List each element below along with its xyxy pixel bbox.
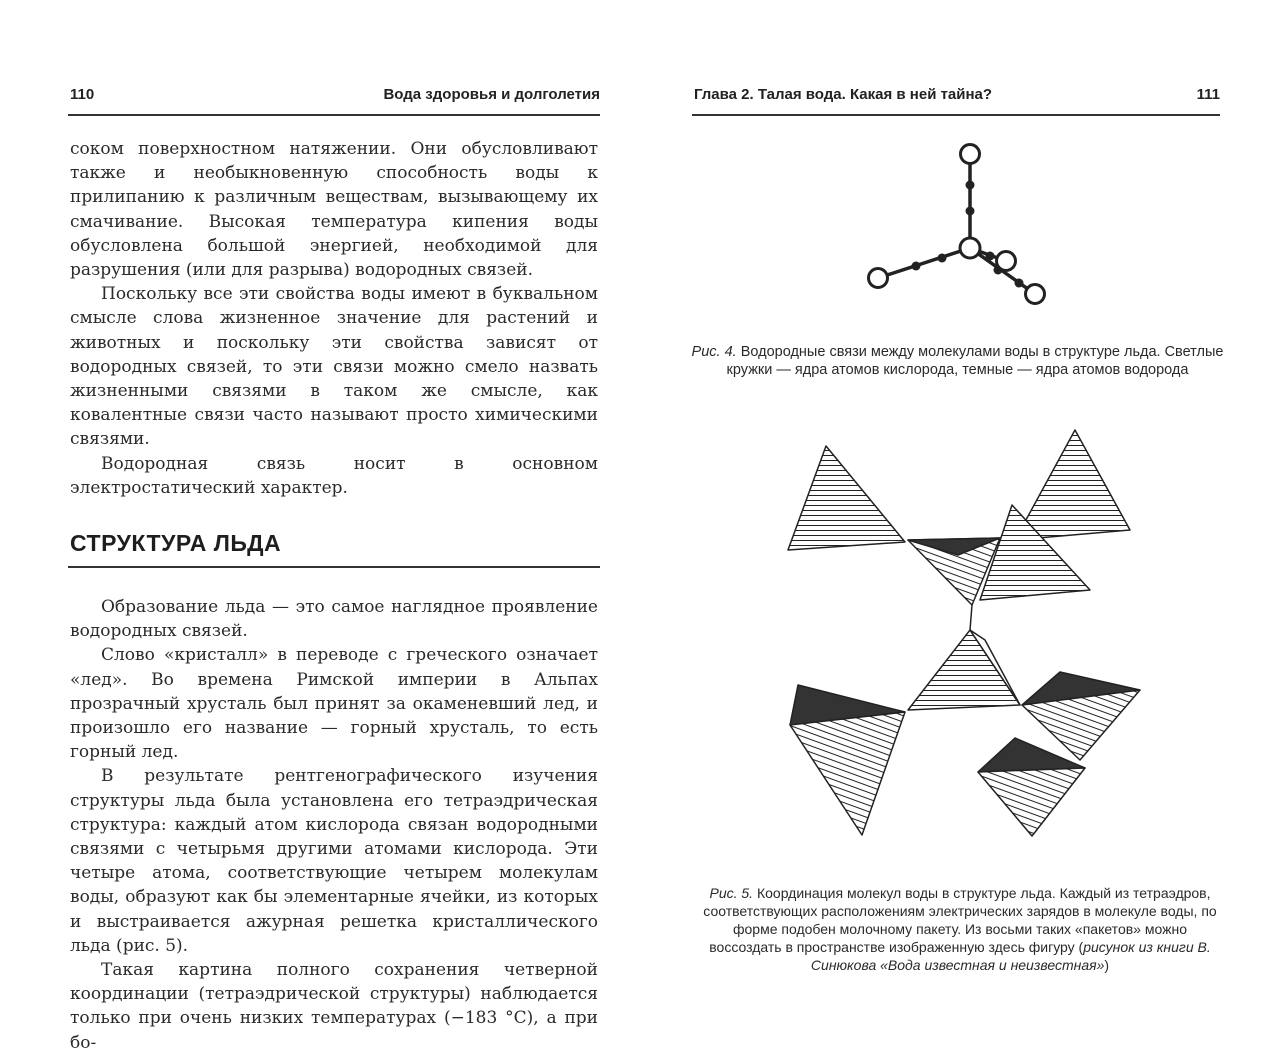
figure-5-source: рисунок из книги В. Синюкова «Вода известная и неизвестная»	[810, 939, 1211, 973]
connector	[970, 605, 972, 630]
header-rule-left	[68, 114, 600, 116]
paragraph: Образование льда — это самое наглядное проявление водородных связей.	[70, 597, 598, 642]
text-block-top	[70, 137, 598, 500]
tetrahedron-face	[790, 712, 905, 835]
page-number-right: 111	[1196, 86, 1220, 103]
paragraph: Поскольку все эти свойства воды имеют в буквальном смысле слова жизненное значение для растений и животных и поскольку эти свойства зависят от водородных связей, то эти связи можно смело назвать жизненными связями в таком же смысле, как ковалентные связи часто называют просто химическими связями.	[70, 284, 598, 450]
tetrahedron-face	[908, 630, 1020, 710]
figure-5-end: )	[1104, 957, 1110, 973]
running-head-left	[70, 86, 600, 103]
figure-4-text: Водородные связи между молекулами воды в структуре льда. Светлые кружки — ядра атомов кислорода, темные — ядра атомов водорода	[726, 344, 1224, 378]
running-title-left: Вода здоровья и долголетия	[383, 86, 600, 103]
paragraph: соком поверхностном натяжении. Они обусловливают также и необыкновенную способность воды к прилипанию к различным веществам, вызывающему их смачивание. Высокая температура кипения воды обусловлена большой энергией, необходимой для разрушения (или для разрыва) водородных связей.	[70, 139, 598, 281]
section-rule	[68, 566, 600, 568]
paragraph: Водородная связь носит в основном электростатический характер.	[70, 453, 598, 498]
figure-5-caption	[700, 884, 1220, 974]
section-heading: СТРУКТУРА ЛЬДА	[70, 530, 282, 556]
paragraph: Такая картина полного сохранения четверной координации (тетраэдрической структуры) наблюдается только при очень низких температурах (−183 °С), а при бо-	[70, 960, 598, 1053]
right-page	[640, 0, 1279, 1045]
left-page	[0, 0, 640, 1053]
tetrahedron-face	[978, 768, 1085, 836]
figure-5-text: Координация молекул воды в структуре льда. Каждый из тетраэдров, соответствующих расположениям электрических зарядов в молекуле воды, по форме подобен молочному пакету. Из восьми таких «пакетов» можно воссоздать в пространстве изображенную здесь фигуру (	[703, 885, 1217, 955]
paragraph: В результате рентгенографического изучения структуры льда была установлена его тетраэдрическая структура: каждый атом кислорода связан водородными связями с четырьмя другими атомами кислорода. Эти четыре атома, соответствующие четырем молекулам воды, образуют как бы элементарные ячейки, из которых и выстраивается ажурная решетка кристаллического льда (рис. 5).	[70, 766, 598, 956]
figure-4-label: Рис. 4.	[691, 344, 737, 360]
tetrahedron-face	[1015, 430, 1130, 540]
tetrahedron-face	[788, 446, 905, 550]
figure-5-label: Рис. 5.	[709, 885, 754, 901]
paragraph: Слово «кристалл» в переводе с греческого означает «лед». Во времена Римской империи в Альпах прозрачный хрусталь был принят за окаменевший лед, и произошло его название — горный хрусталь, то есть горный лед.	[70, 645, 598, 763]
running-title-right: Глава 2. Талая вода. Какая в ней тайна?	[694, 86, 993, 103]
text-block-bottom	[70, 595, 598, 1055]
page-number-left: 110	[70, 86, 95, 103]
